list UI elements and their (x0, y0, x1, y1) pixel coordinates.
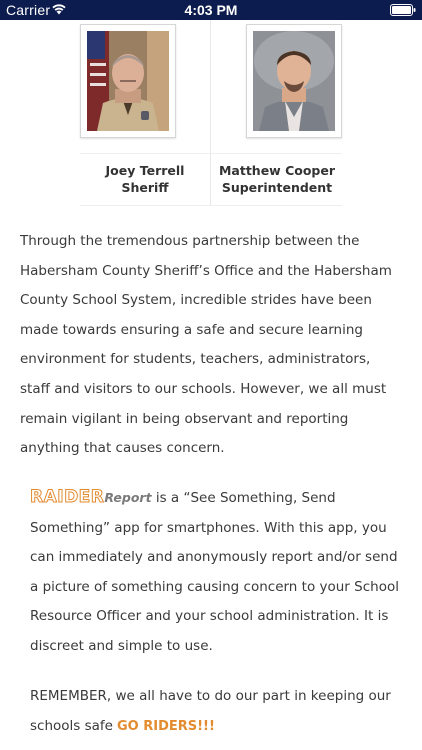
profile-divider (210, 20, 211, 206)
status-bar (0, 0, 422, 20)
profile-cards (80, 20, 342, 206)
superintendent-caption (212, 162, 342, 196)
partnership-paragraph: Through the tremendous partnership between the Habersham County Sheriff’s Office and the Habersham County School System, incredible strides have been made towards ensuring a safe and secure learning environment for students, teachers, administrators, staff and visitors to our schools. However, we all must remain vigilant in being observant and reporting anything that causes concern. (20, 233, 392, 457)
app-description (30, 483, 402, 662)
go-riders-cheer: GO RIDERS!!! (116, 718, 215, 734)
app-description-text: is a “See Something, Send Something” app for smartphones. With this app, you can immediately and anonymously report and/or send a picture of something causing concern to your School Resource Officer and your school administration. It is discreet and simple to use. (30, 490, 399, 654)
sheriff-caption (80, 162, 210, 196)
superintendent-name: Matthew Cooper (218, 163, 336, 178)
profile-separator (80, 153, 342, 154)
sheriff-name: Joey Terrell (105, 163, 185, 178)
reminder-paragraph (30, 682, 402, 741)
status-time: 4:03 PM (184, 2, 238, 18)
carrier-label: Carrier (6, 2, 51, 18)
superintendent-title: Superintendent (221, 180, 333, 195)
profile-bottom-border (80, 205, 342, 206)
sheriff-photo (80, 24, 176, 138)
reminder-text: REMEMBER, we all have to do our part in keeping our schools safe (30, 688, 391, 734)
sheriff-title: Sheriff (121, 180, 169, 195)
report-logo: Report (104, 490, 152, 505)
raider-logo: RAIDER (30, 487, 105, 507)
superintendent-photo (246, 24, 342, 138)
battery-icon (390, 4, 416, 16)
